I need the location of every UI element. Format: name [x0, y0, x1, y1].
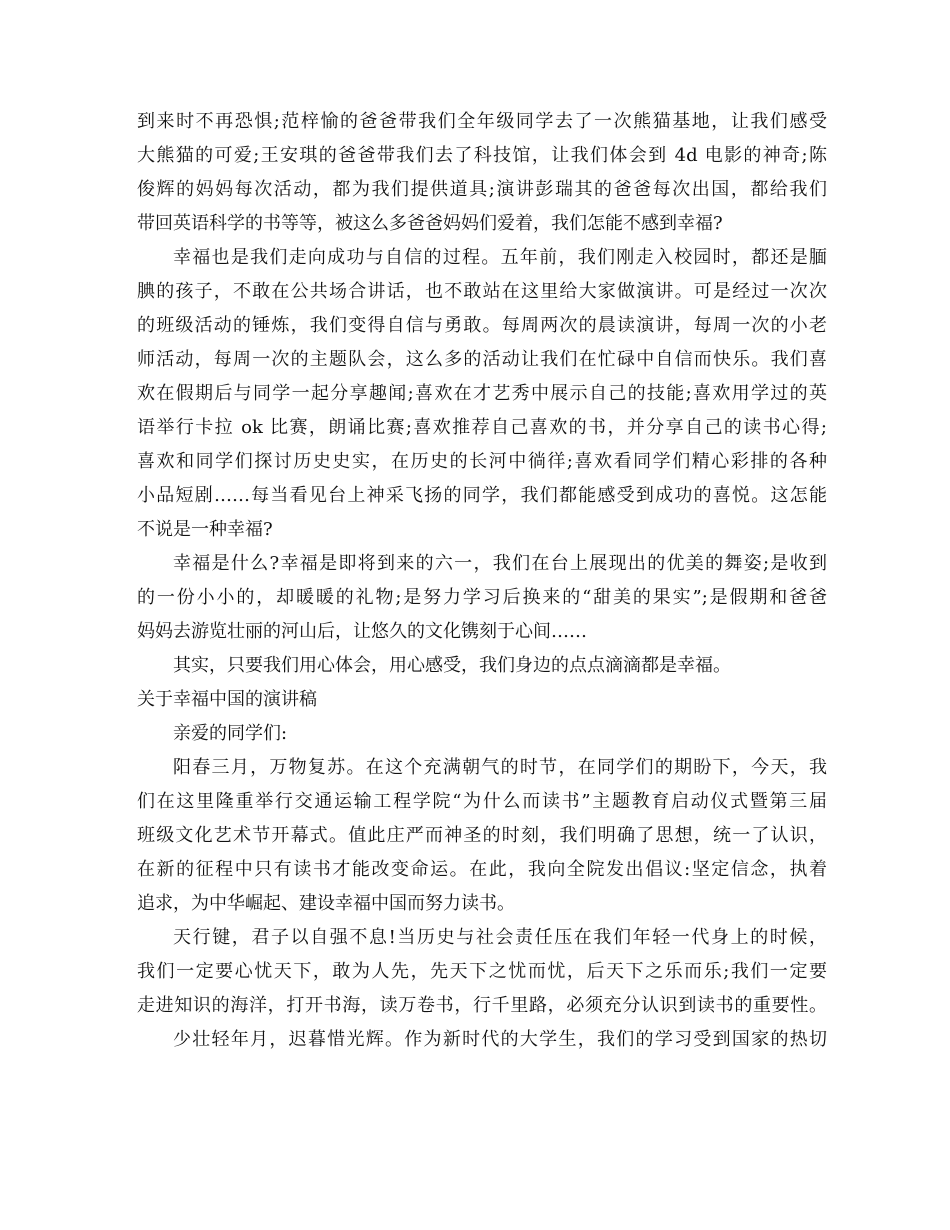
text-line: 班级文化艺术节开幕式。值此庄严而神圣的时刻，我们明确了思想，统一了认识，: [137, 825, 827, 846]
text-line: 大熊猫的可爱;王安琪的爸爸带我们去了科技馆，让我们体会到 4d 电影的神奇;陈: [137, 145, 827, 166]
paragraph-start-line: 其实，只要我们用心体会，用心感受，我们身边的点点滴滴都是幸福。: [173, 655, 731, 676]
text-line: 的一份小小的，却暖暖的礼物;是努力学习后换来的“甜美的果实”;是假期和爸爸: [137, 587, 827, 608]
text-line: 追求，为中华崛起、建设幸福中国而努力读书。: [137, 893, 515, 914]
text-line: 不说是一种幸福?: [137, 519, 273, 540]
text-line: 我们一定要心忧天下，敢为人先，先天下之忧而忧，后天下之乐而乐;我们一定要: [137, 961, 827, 982]
text-line: 腆的孩子，不敢在公共场合讲话，也不敢站在这里给大家做演讲。可是经过一次次: [137, 281, 827, 302]
salutation-line: 亲爱的同学们:: [173, 723, 288, 744]
text-line: 语举行卡拉 ok 比赛，朗诵比赛;喜欢推荐自己喜欢的书，并分享自己的读书心得;: [137, 417, 827, 438]
paragraph-start-line: 阳春三月，万物复苏。在这个充满朝气的时节，在同学们的期盼下，今天，我: [173, 757, 827, 778]
text-line: 的班级活动的锤炼，我们变得自信与勇敢。每周两次的晨读演讲，每周一次的小老: [137, 315, 827, 336]
text-line: 俊辉的妈妈每次活动，都为我们提供道具;演讲彭瑞其的爸爸每次出国，都给我们: [137, 179, 827, 200]
paragraph-start-line: 天行键，君子以自强不息!当历史与社会责任压在我们年轻一代身上的时候，: [173, 927, 827, 948]
text-line: 们在这里隆重举行交通运输工程学院“为什么而读书”主题教育启动仪式暨第三届: [137, 791, 827, 812]
text-line: 小品短剧……每当看见台上神采飞扬的同学，我们都能感受到成功的喜悦。这怎能: [137, 485, 827, 506]
text-line: 欢在假期后与同学一起分享趣闻;喜欢在才艺秀中展示自己的技能;喜欢用学过的英: [137, 383, 827, 404]
text-line: 师活动，每周一次的主题队会，这么多的活动让我们在忙碌中自信而快乐。我们喜: [137, 349, 827, 370]
text-line: 走进知识的海洋，打开书海，读万卷书，行千里路，必须充分认识到读书的重要性。: [137, 995, 827, 1016]
text-line: 在新的征程中只有读书才能改变命运。在此，我向全院发出倡议:坚定信念，执着: [137, 859, 827, 880]
section-heading: 关于幸福中国的演讲稿: [137, 689, 317, 710]
text-line: 带回英语科学的书等等，被这么多爸爸妈妈们爱着，我们怎能不感到幸福?: [137, 213, 723, 234]
text-line: 到来时不再恐惧;范梓愉的爸爸带我们全年级同学去了一次熊猫基地，让我们感受: [137, 111, 827, 132]
text-line: 喜欢和同学们探讨历史史实，在历史的长河中徜徉;喜欢看同学们精心彩排的各种: [137, 451, 827, 472]
paragraph-start-line: 少壮轻年月，迟暮惜光辉。作为新时代的大学生，我们的学习受到国家的热切: [173, 1029, 827, 1050]
text-line: 妈妈去游览壮丽的河山后，让悠久的文化镌刻于心间……: [137, 621, 587, 642]
paragraph-start-line: 幸福是什么?幸福是即将到来的六一，我们在台上展现出的优美的舞姿;是收到: [173, 553, 827, 574]
paragraph-start-line: 幸福也是我们走向成功与自信的过程。五年前，我们刚走入校园时，都还是腼: [173, 247, 827, 268]
